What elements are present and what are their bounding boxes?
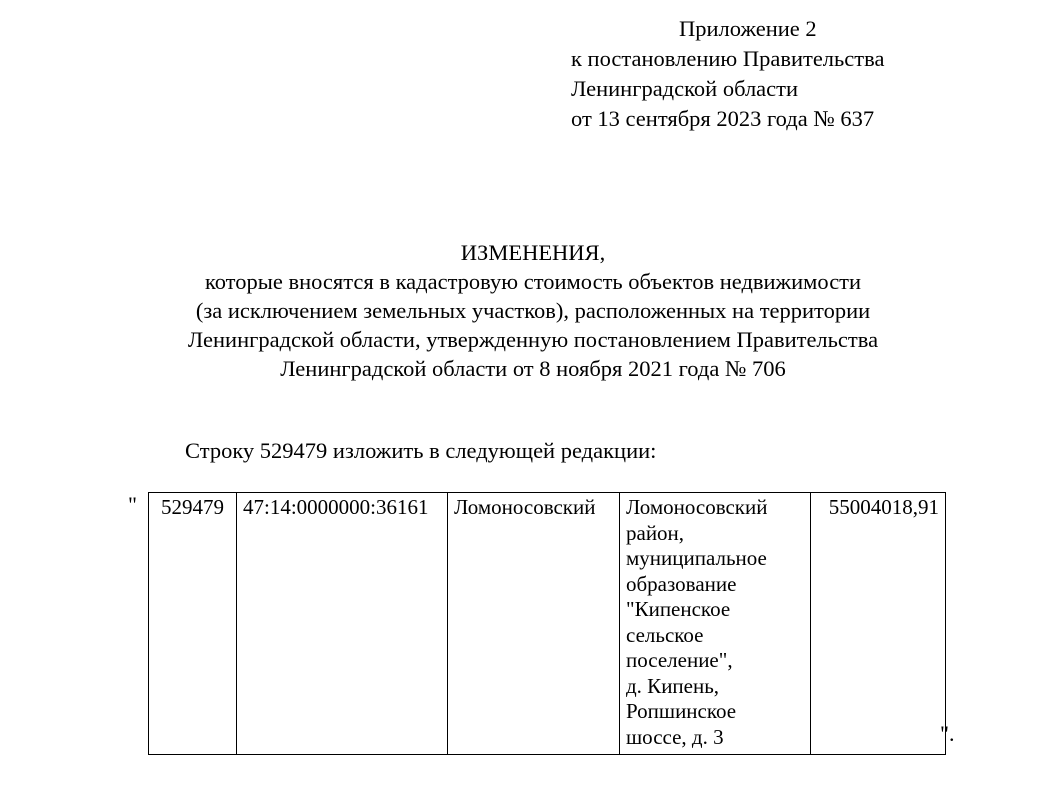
- address-line: сельское: [626, 622, 704, 647]
- opening-quote: ": [128, 492, 137, 517]
- heading-line-5: Ленинградской области от 8 ноября 2021 года № 706: [280, 356, 786, 381]
- document-heading: [60, 238, 1006, 383]
- closing-quote: ".: [940, 721, 955, 746]
- district-cell: Ломоносовский: [448, 493, 620, 755]
- heading-line-2: которые вносятся в кадастровую стоимость объектов недвижимости: [204, 269, 862, 294]
- address-line: шоссе, д. 3: [626, 724, 724, 749]
- address-line: поселение",: [626, 648, 733, 672]
- address-line: образование: [626, 571, 737, 596]
- appendix-decree-line: к постановлению Правительства: [571, 46, 885, 71]
- amended-row-table: [148, 492, 946, 755]
- address-line: "Кипенское: [626, 597, 731, 621]
- heading-line-3: (за исключением земельных участков), расположенных на территории: [195, 298, 871, 323]
- table-row: [149, 493, 946, 755]
- address-line: Ропшинское: [626, 699, 737, 723]
- address-line: район,: [626, 520, 685, 545]
- cadastral-number-cell: 47:14:0000000:36161: [237, 493, 448, 755]
- row-number-cell: 529479: [149, 493, 237, 755]
- cadastral-value-cell: 55004018,91: [811, 493, 946, 755]
- appendix-region-line: Ленинградской области: [571, 76, 799, 101]
- address-line: Ломоносовский: [626, 495, 768, 519]
- appendix-block: [571, 14, 884, 134]
- address-cell: [620, 493, 811, 755]
- heading-line-4: Ленинградской области, утвержденную постановлением Правительства: [187, 327, 879, 352]
- address-line: муниципальное: [626, 546, 767, 570]
- heading-title: ИЗМЕНЕНИЯ,: [460, 240, 606, 265]
- appendix-title: Приложение 2: [679, 16, 817, 41]
- address-line: д. Кипень,: [626, 673, 720, 698]
- appendix-date-line: от 13 сентября 2023 года № 637: [571, 106, 875, 131]
- instruction-text: Строку 529479 изложить в следующей редакции:: [185, 438, 657, 463]
